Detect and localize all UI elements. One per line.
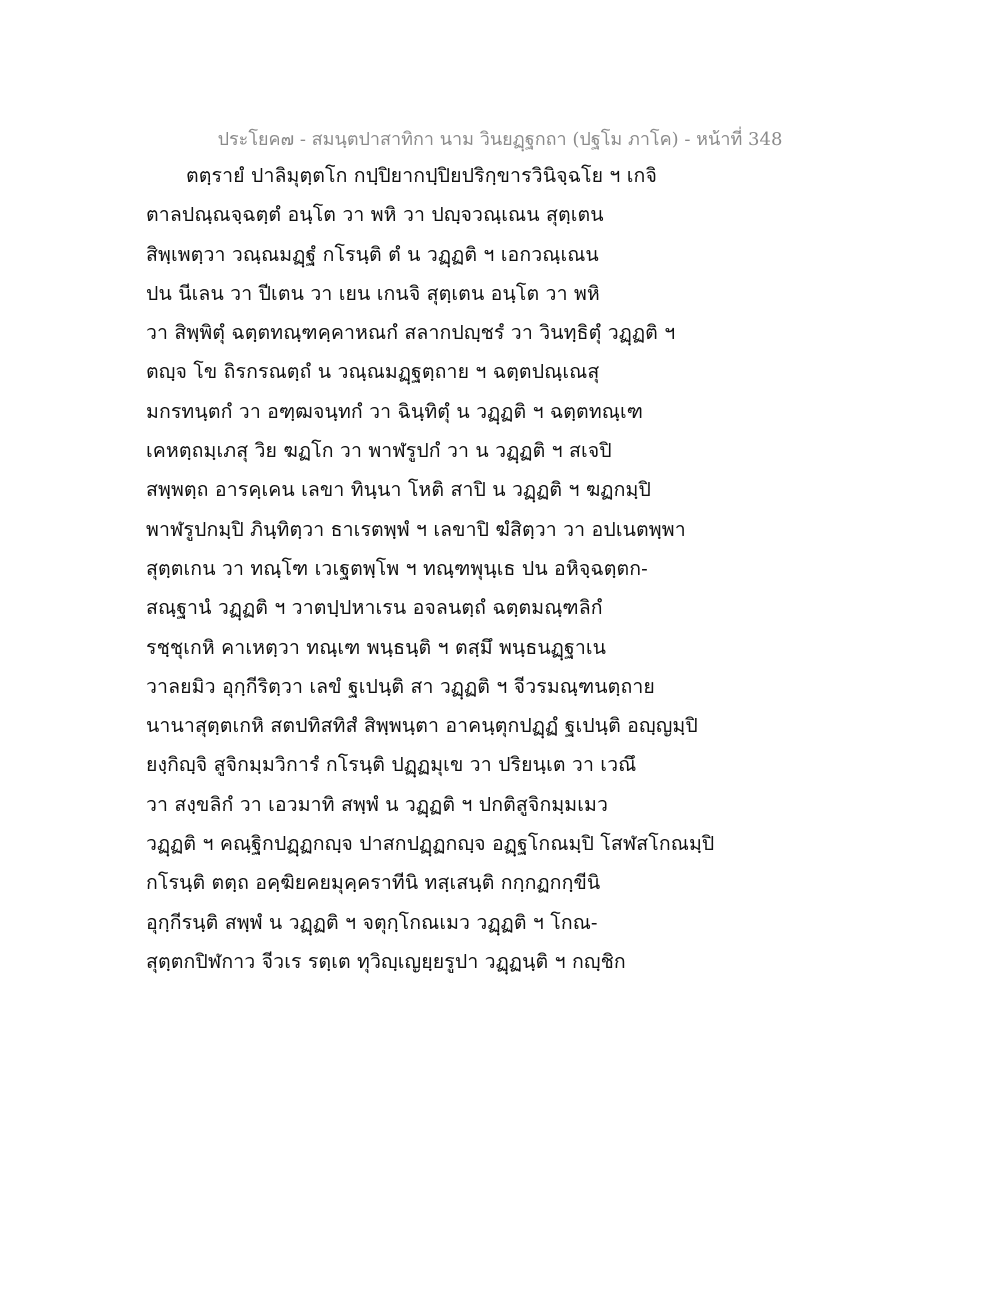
text-line: วฏฺฏติ ฯ คณฺฐิกปฏฺฏกญฺจ ปาสกปฏฺฏกญฺจ อฏฺฐโกณมฺปิ โสฬสโกณมฺปิ [146, 832, 715, 856]
text-line: พาฬรูปกมฺปิ ภินฺทิตฺวา ธาเรตพฺพํ ฯ เลขาปิ ฆํสิตฺวา วา อปเนตพฺพา [146, 517, 686, 541]
text-line: ปน นีเลน วา ปีเตน วา เยน เกนจิ สุตฺเตน อนฺโต วา พหิ [146, 281, 600, 305]
text-line: สณฺฐานํ วฏฺฏติ ฯ วาตปฺปหาเรน อจลนตฺถํ ฉตฺตมณฺฑลิกํ [146, 596, 603, 620]
text-line: ยงฺกิญฺจิ สูจิกมฺมวิการํ กโรนฺติ ปฏฺฏมุเข วา ปริยนฺเต วา เวณึ [146, 753, 637, 777]
page-header: ประโยค๗ - สมนฺตปาสาทิกา นาม วินยฏฺฐกถา (ปฐโม ภาโค) - หน้าที่ 348 [217, 129, 783, 150]
text-line: อุกฺกีรนฺติ สพฺพํ น วฏฺฏติ ฯ จตุกฺโกณเมว วฏฺฏติ ฯ โกณ- [146, 910, 598, 934]
text-line: ตาลปณฺณจฺฉตฺตํ อนฺโต วา พหิ วา ปญฺจวณฺเณน สุตฺเตน [146, 203, 604, 227]
text-line: วา สงฺขลิกํ วา เอวมาทิ สพฺพํ น วฏฺฏติ ฯ ปกติสูจิกมฺมเมว [146, 792, 609, 816]
text-line: สุตฺตกปิฬกาว จีวเร รตฺเต ทุวิญฺเญยฺยรูปา วฏฺฏนฺติ ฯ กญฺชิก [146, 949, 626, 973]
text-line: กโรนฺติ ตตฺถ อคฺฆิยคยมุคฺคราทีนิ ทสฺเสนฺติ กกฺกฏกกฺขีนิ [146, 871, 601, 895]
text-line: เคหตฺถมฺเภสุ วิย ฆฏโก วา พาฬรูปกํ วา น วฏฺฏติ ฯ สเจปิ [146, 439, 612, 463]
text-line: นานาสุตฺตเกหิ สตปทิสทิสํ สิพฺพนฺตา อาคนฺตุกปฏฺฏํ ฐเปนฺติ อญฺญมฺปิ [146, 714, 698, 738]
text-line: สพฺพตฺถ อารคฺเคน เลขา ทินฺนา โหติ สาปิ น วฏฺฏติ ฯ ฆฏกมฺปิ [146, 478, 651, 502]
text-line: ตญฺจ โข ถิรกรณตฺถํ น วณฺณมฏฺฐตฺถาย ฯ ฉตฺตปณฺเณสุ [146, 360, 600, 384]
text-line: มกรทนฺตกํ วา อฑฺฒจนฺทกํ วา ฉินฺทิตุํ น วฏฺฏติ ฯ ฉตฺตทณฺเฑ [146, 399, 644, 423]
body-text [146, 156, 746, 981]
text-line: รชฺชุเกหิ คาเหตฺวา ทณฺเฑ พนฺธนฺติ ฯ ตสฺมึ พนฺธนฏฺฐาเน [146, 635, 607, 659]
text-line: ตตฺรายํ ปาลิมุตฺตโก กปฺปิยากปฺปิยปริกฺขารวินิจฺฉโย ฯ เกจิ [186, 164, 657, 187]
text-line: วา สิพฺพิตุํ ฉตฺตทณฺฑคฺคาหณกํ สลากปญฺชรํ วา วินทฺธิตุํ วฏฺฏติ ฯ [146, 321, 676, 345]
text-line: สิพฺเพตฺวา วณฺณมฏฺฐํ กโรนฺติ ตํ น วฏฺฏติ ฯ เอกวณฺเณน [146, 242, 599, 266]
text-line: วาลยมิว อุกฺกีริตฺวา เลขํ ฐเปนฺติ สา วฏฺฏติ ฯ จีวรมณฺฑนตฺถาย [146, 674, 655, 698]
text-line: สุตฺตเกน วา ทณฺโฑ เวเฐตพฺโพ ฯ ทณฺฑพุนฺเธ ปน อหิจฺฉตฺตก- [146, 556, 648, 580]
